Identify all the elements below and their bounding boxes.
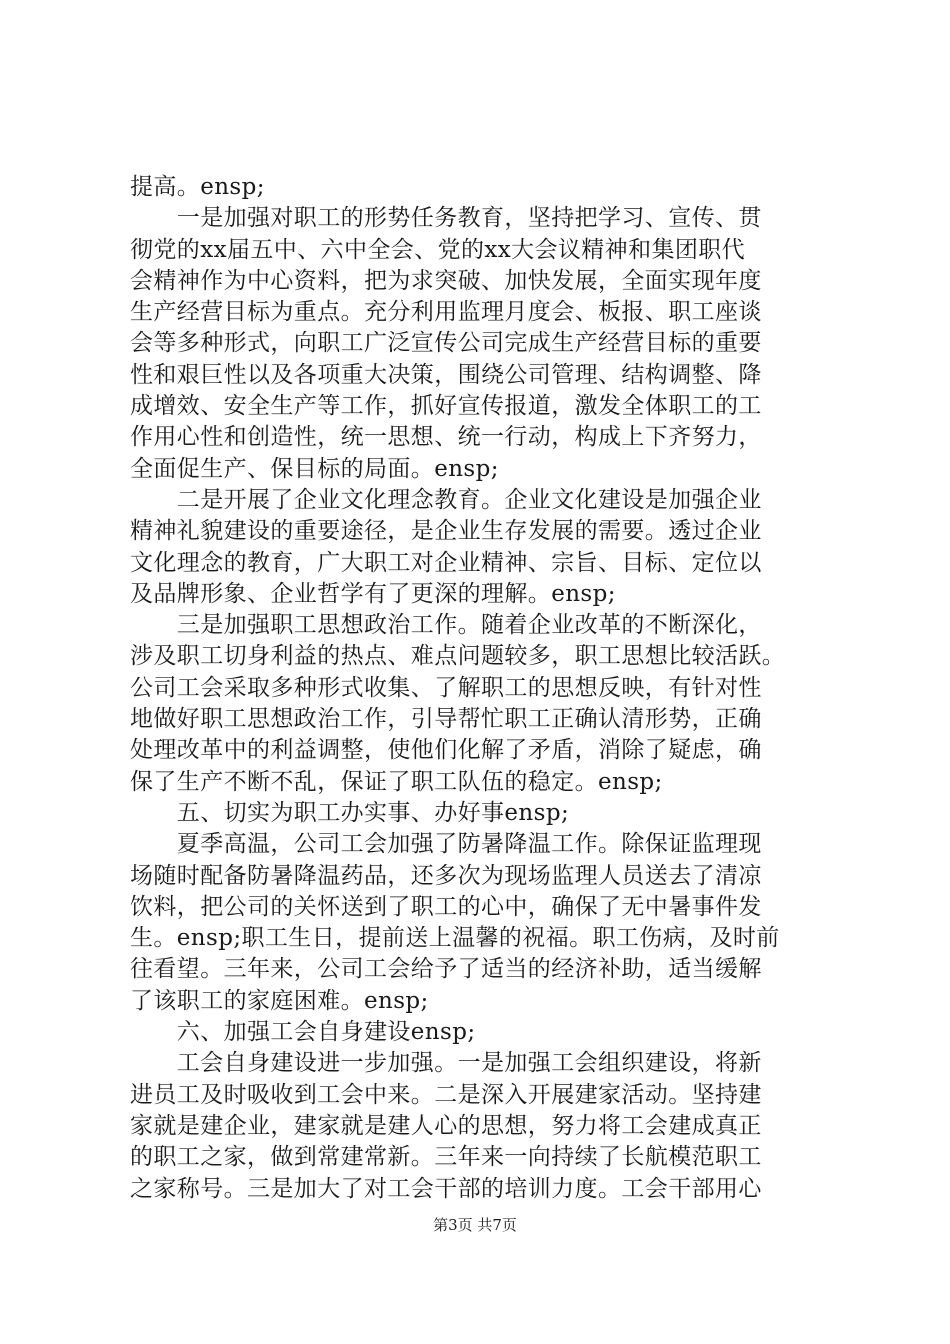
text-line: 往看望。三年来，公司工会给予了适当的经济补助，适当缓解 xyxy=(130,956,762,983)
text-line: 之家称号。三是加大了对工会干部的培训力度。工会干部用心 xyxy=(130,1175,762,1202)
text-line: 场随时配备防暑降温药品，还多次为现场监理人员送去了清凉 xyxy=(130,862,762,889)
text-line: 进员工及时吸收到工会中来。二是深入开展建家活动。坚持建 xyxy=(130,1081,762,1108)
text-line: 三是加强职工思想政治工作。随着企业改革的不断深化， xyxy=(130,612,762,639)
text-line: 彻党的xx届五中、六中全会、党的xx大会议精神和集团职代 xyxy=(130,236,746,263)
text-line: 二是开展了企业文化理念教育。企业文化建设是加强企业 xyxy=(130,486,762,513)
page-footer: 第3页 共7页 xyxy=(433,1216,517,1234)
text-line: 会精神作为中心资料，把为求突破、加快发展，全面实现年度 xyxy=(130,267,762,294)
text-line: 涉及职工切身利益的热点、难点问题较多，职工思想比较活跃。 xyxy=(130,643,786,670)
text-line: 文化理念的教育，广大职工对企业精神、宗旨、目标、定位以 xyxy=(130,549,762,576)
text-line: 生产经营目标为重点。充分利用监理月度会、板报、职工座谈 xyxy=(130,299,762,326)
text-line: 提高。ensp; xyxy=(130,174,265,200)
document-body xyxy=(130,172,830,1205)
text-line: 生。ensp;职工生日，提前送上温馨的祝福。职工伤病，及时前 xyxy=(130,925,780,952)
text-line: 夏季高温，公司工会加强了防暑降温工作。除保证监理现 xyxy=(130,831,762,858)
text-line: 性和艰巨性以及各项重大决策，围绕公司管理、结构调整、降 xyxy=(130,361,762,388)
text-line: 的职工之家，做到常建常新。三年来一向持续了长航模范职工 xyxy=(130,1144,762,1171)
text-line: 及品牌形象、企业哲学有了更深的理解。ensp; xyxy=(130,580,616,607)
text-line: 家就是建企业，建家就是建人心的思想，努力将工会建成真正 xyxy=(130,1112,762,1139)
text-line: 成增效、安全生产等工作，抓好宣传报道，激发全体职工的工 xyxy=(130,393,762,420)
text-line: 全面促生产、保目标的局面。ensp; xyxy=(130,455,499,482)
text-line: 作用心性和创造性，统一思想、统一行动，构成上下齐努力， xyxy=(130,424,762,451)
text-line: 一是加强对职工的形势任务教育，坚持把学习、宣传、贯 xyxy=(130,205,762,232)
text-line: 会等多种形式，向职工广泛宣传公司完成生产经营目标的重要 xyxy=(130,330,762,357)
text-line: 饮料，把公司的关怀送到了职工的心中，确保了无中暑事件发 xyxy=(130,893,762,920)
text-line: 五、切实为职工办实事、办好事ensp; xyxy=(130,799,570,826)
text-line: 了该职工的家庭困难。ensp; xyxy=(130,987,429,1014)
text-line: 保了生产不断不乱，保证了职工队伍的稳定。ensp; xyxy=(130,768,663,795)
text-line: 精神礼貌建设的重要途径，是企业生存发展的需要。透过企业 xyxy=(130,518,762,545)
text-line: 处理改革中的利益调整，使他们化解了矛盾，消除了疑虑，确 xyxy=(130,737,762,764)
text-line: 公司工会采取多种形式收集、了解职工的思想反映，有针对性 xyxy=(130,674,762,701)
text-line: 六、加强工会自身建设ensp; xyxy=(130,1019,476,1046)
text-line: 地做好职工思想政治工作，引导帮忙职工正确认清形势，正确 xyxy=(130,706,762,733)
text-line: 工会自身建设进一步加强。一是加强工会组织建设，将新 xyxy=(130,1050,762,1077)
